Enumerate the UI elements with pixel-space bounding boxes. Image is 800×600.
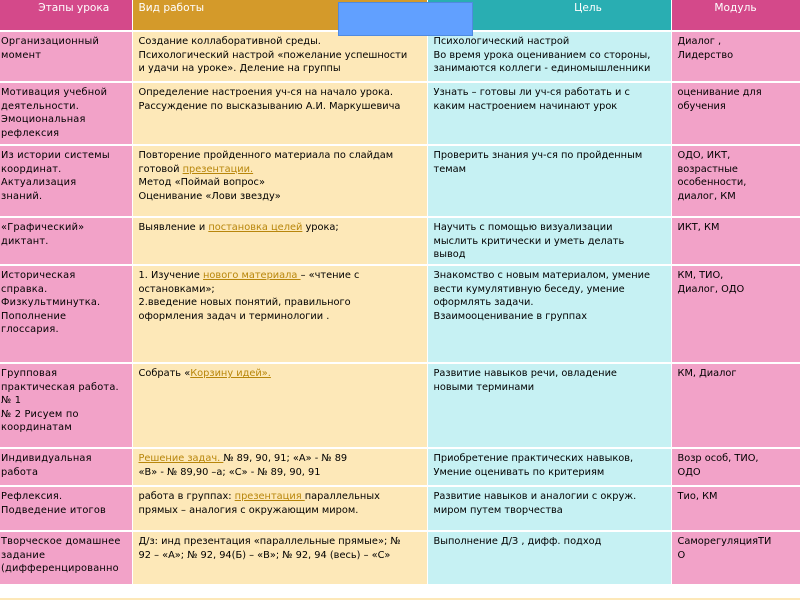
- stage-cell: [0, 531, 132, 585]
- work-line: [139, 549, 425, 563]
- work-text: Собрать «: [138, 368, 191, 379]
- table-row: [0, 145, 800, 217]
- goal-line: Развитие навыков и аналогии с окруж.: [433, 491, 637, 502]
- work-line: [139, 86, 425, 100]
- stage-line: рефлексия: [1, 127, 60, 139]
- goal-cell: [427, 363, 671, 448]
- stage-line: момент: [1, 49, 42, 61]
- goal-cell: [427, 217, 671, 265]
- goal-line: Во время урока оцениванием со стороны,: [433, 49, 651, 61]
- goal-cell: [427, 82, 671, 145]
- work-text: № 89, 90, 91; «А» - № 89: [223, 453, 348, 464]
- work-line: [139, 452, 425, 466]
- work-line: [139, 310, 425, 324]
- stage-line: глоссария.: [1, 324, 59, 335]
- work-text: работа в группах:: [138, 491, 235, 502]
- goal-line: Узнать – готовы ли уч-ся работать и с: [433, 87, 630, 98]
- work-line: [139, 190, 425, 204]
- module-line: КМ, Диалог: [677, 368, 737, 379]
- stage-line: Историческая: [1, 270, 76, 281]
- work-link[interactable]: презентация: [234, 491, 305, 502]
- work-cell: [132, 145, 427, 217]
- work-cell: [132, 531, 427, 585]
- work-link[interactable]: Решение задач.: [138, 453, 224, 464]
- work-text: – «чтение с: [300, 270, 360, 281]
- work-line: [139, 49, 425, 63]
- work-cell: [132, 31, 427, 82]
- work-text: и удачи на уроке». Деление на группы: [138, 63, 341, 74]
- goal-cell: [427, 486, 671, 531]
- work-link[interactable]: постановка целей: [208, 222, 303, 233]
- work-line: [139, 163, 425, 177]
- goal-line: вывод: [433, 249, 466, 260]
- work-line: [139, 466, 425, 480]
- stage-cell: [0, 486, 132, 531]
- work-line: [139, 296, 425, 310]
- module-line: Лидерство: [677, 49, 734, 61]
- header-goal: Цель: [427, 0, 671, 31]
- stage-cell: [0, 265, 132, 363]
- goal-line: темам: [433, 163, 467, 175]
- blue-overlay-box: [338, 2, 473, 36]
- work-line: [139, 490, 425, 504]
- work-line: [139, 367, 425, 381]
- module-line: СаморегуляцияТИ: [677, 536, 772, 547]
- work-cell: [132, 486, 427, 531]
- stage-line: Мотивация учебной: [1, 87, 108, 98]
- work-line: [139, 62, 425, 76]
- module-line: Диалог, ОДО: [677, 283, 745, 295]
- goal-line: мыслить критически и уметь делать: [433, 235, 625, 247]
- work-cell: [132, 82, 427, 145]
- module-cell: [671, 265, 800, 363]
- goal-line: новыми терминами: [433, 381, 535, 393]
- work-text: Определение настроения уч-ся на начало урока.: [138, 87, 394, 98]
- goal-line: Научить с помощью визуализации: [433, 222, 613, 233]
- work-link[interactable]: нового материала: [203, 270, 301, 281]
- goal-line: Умение оценивать по критериям: [433, 466, 605, 478]
- goal-cell: [427, 265, 671, 363]
- work-text: остановками»;: [138, 283, 215, 295]
- work-cell: [132, 448, 427, 486]
- module-line: Возр особ, ТИО,: [677, 453, 759, 464]
- header-module: Модуль: [671, 0, 800, 31]
- goal-line: миром путем творчества: [433, 504, 563, 516]
- module-line: ИКТ, КМ: [677, 222, 720, 233]
- stage-cell: [0, 363, 132, 448]
- stage-line: знаний.: [1, 190, 43, 202]
- work-text: Рассуждение по высказыванию А.И. Маркушевича: [138, 100, 401, 112]
- work-text: готовой: [138, 163, 183, 175]
- work-link[interactable]: презентации.: [182, 163, 254, 175]
- module-cell: [671, 145, 800, 217]
- stage-line: Индивидуальная: [1, 453, 92, 464]
- stage-line: Рефлексия.: [1, 491, 63, 502]
- stage-cell: [0, 145, 132, 217]
- work-text: прямых – аналогия с окружающим миром.: [138, 504, 359, 516]
- work-text: Повторение пройденного материала по слайдам: [138, 150, 394, 161]
- stage-line: деятельности.: [1, 100, 80, 112]
- table-row: [0, 265, 800, 363]
- work-link[interactable]: Корзину идей».: [190, 368, 271, 379]
- goal-cell: [427, 531, 671, 585]
- stage-cell: [0, 448, 132, 486]
- work-text: Выявление и: [138, 222, 209, 233]
- goal-cell: [427, 448, 671, 486]
- goal-line: Знакомство с новым материалом, умение: [433, 270, 650, 281]
- stage-line: Групповая: [1, 368, 58, 379]
- goal-line: Выполнение Д/З , дифф. подход: [433, 536, 602, 547]
- stage-cell: [0, 31, 132, 82]
- module-line: оценивание для: [677, 87, 762, 98]
- table-body: [0, 31, 800, 585]
- work-text: Оценивание «Лови звезду»: [138, 190, 281, 202]
- module-line: диалог, КМ: [677, 190, 736, 202]
- module-cell: [671, 363, 800, 448]
- work-text: «В» - № 89,90 –а; «С» - № 89, 90, 91: [138, 466, 321, 478]
- module-line: Тио, КМ: [677, 491, 718, 502]
- goal-line: каким настроением начинают урок: [433, 100, 618, 112]
- stage-cell: [0, 217, 132, 265]
- goal-line: оформлять задачи.: [433, 297, 534, 308]
- stage-line: Подведение итогов: [1, 504, 107, 516]
- module-cell: [671, 448, 800, 486]
- stage-line: работа: [1, 466, 39, 478]
- table-row: [0, 82, 800, 145]
- module-cell: [671, 217, 800, 265]
- stage-line: (дифференцированно: [1, 563, 119, 574]
- module-line: обучения: [677, 100, 726, 112]
- goal-line: занимаются коллеги - единомышленники: [433, 63, 651, 74]
- work-text: урока;: [302, 222, 339, 233]
- work-text: 2.введение новых понятий, правильного: [138, 297, 351, 308]
- stage-cell: [0, 82, 132, 145]
- work-line: [139, 35, 425, 49]
- goal-line: Психологический настрой: [433, 36, 570, 47]
- module-line: КМ, ТИО,: [677, 270, 724, 281]
- stage-line: справка.: [1, 283, 48, 295]
- goal-line: Проверить знания уч-ся по пройденным: [433, 150, 643, 161]
- work-line: [139, 504, 425, 518]
- work-line: [139, 100, 425, 114]
- work-text: Психологический настрой «пожелание успешности: [138, 49, 408, 61]
- stage-line: Пополнение: [1, 310, 67, 322]
- stage-line: практическая работа.: [1, 381, 119, 393]
- work-text: 1. Изучение: [138, 270, 204, 281]
- module-line: О: [677, 549, 686, 561]
- module-cell: [671, 31, 800, 82]
- goal-cell: [427, 145, 671, 217]
- work-text: 92 – «А»; № 92, 94(Б) – «В»; № 92, 94 (весь) – «С»: [138, 549, 391, 561]
- module-cell: [671, 531, 800, 585]
- stage-line: Актуализация: [1, 177, 77, 188]
- work-cell: [132, 265, 427, 363]
- stage-line: № 2 Рисуем по: [1, 408, 79, 420]
- stage-line: Организационный: [1, 36, 100, 47]
- goal-cell: [427, 31, 671, 82]
- goal-line: вести кумулятивную беседу, умение: [433, 283, 625, 295]
- goal-line: Приобретение практических навыков,: [433, 453, 634, 464]
- table-row: [0, 448, 800, 486]
- module-line: особенности,: [677, 177, 747, 188]
- work-line: [139, 535, 425, 549]
- work-line: [139, 269, 425, 283]
- work-line: [139, 283, 425, 297]
- header-stage: Этапы урока: [0, 0, 132, 31]
- header-work: Вид работы: [132, 0, 427, 31]
- module-line: ОДО: [677, 466, 701, 478]
- table-row: [0, 217, 800, 265]
- stage-line: № 1: [1, 395, 22, 406]
- module-cell: [671, 486, 800, 531]
- stage-line: Творческое домашнее: [1, 536, 121, 547]
- module-line: возрастные: [677, 163, 738, 175]
- table-row: [0, 363, 800, 448]
- stage-line: «Графический»: [1, 222, 85, 233]
- work-text: Создание коллаборативной среды.: [138, 36, 321, 47]
- stage-line: Эмоциональная: [1, 114, 86, 125]
- module-cell: [671, 82, 800, 145]
- work-text: Метод «Поймай вопрос»: [138, 177, 265, 188]
- stage-line: координат.: [1, 163, 62, 175]
- table-row: [0, 531, 800, 585]
- work-cell: [132, 363, 427, 448]
- work-line: [139, 221, 425, 235]
- work-line: [139, 149, 425, 163]
- goal-line: Взаимооценивание в группах: [433, 310, 588, 322]
- work-text: оформления задач и терминологии .: [138, 310, 330, 322]
- work-text: параллельных: [304, 491, 380, 502]
- stage-line: задание: [1, 549, 46, 561]
- stage-line: координатам: [1, 422, 72, 433]
- work-line: [139, 176, 425, 190]
- work-cell: [132, 217, 427, 265]
- module-line: Диалог ,: [677, 36, 722, 47]
- table-row: [0, 31, 800, 82]
- stage-line: Физкультминутка.: [1, 297, 101, 308]
- table-row: [0, 486, 800, 531]
- work-text: Д/з: инд презентация «параллельные прямые»; №: [138, 536, 401, 547]
- stage-line: Из истории системы: [1, 150, 110, 161]
- module-line: ОДО, ИКТ,: [677, 150, 731, 161]
- stage-line: диктант.: [1, 235, 49, 247]
- goal-line: Развитие навыков речи, овладение: [433, 368, 617, 379]
